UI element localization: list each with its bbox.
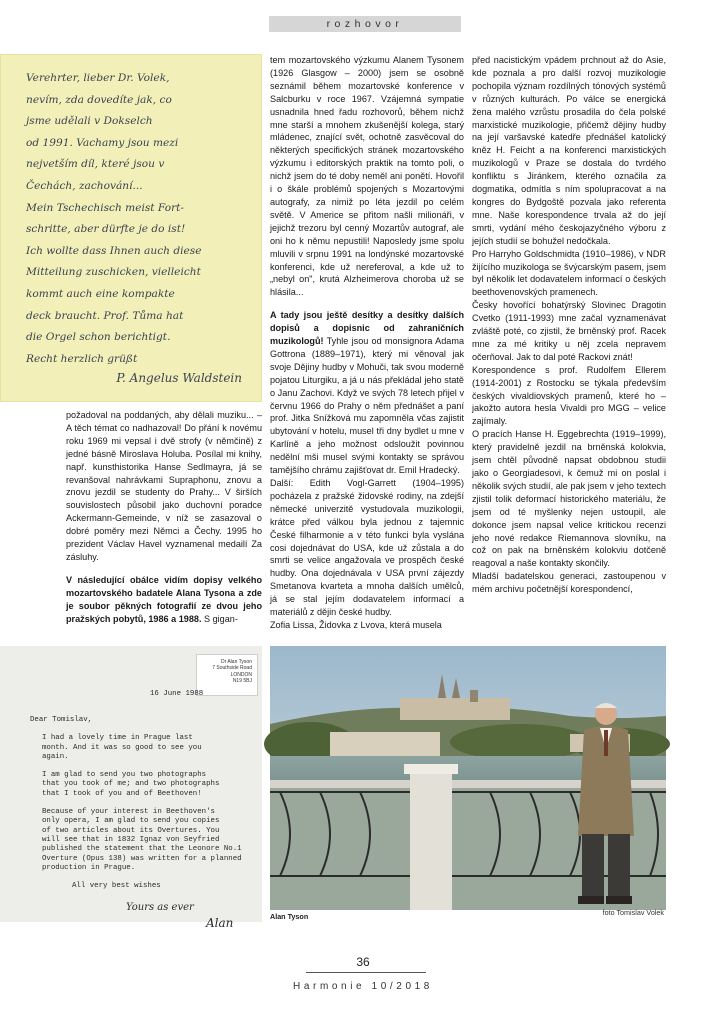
letter-line: nevím, zda dovedíte jak, co xyxy=(26,93,172,106)
letter-line: Mein Tschechisch meist Fort- xyxy=(26,201,184,214)
paragraph-text: Tyhle jsou od monsignora Adama Gottrona (1889–1971), který mi věnoval jak svoje Dějiny hudby v Mohuči, tak svou moderně pojatou Liturgiku, a já u nás překládal jeho statě o Janu Zachovi. Když ve svých 78 letech přijel v červnu 1966 do Prahy o něm přednášet a paní prof. Jitka Snížková mu zapomněla včas zajistit ubytování v hotelu, musel tři dny bydlet u mne v Karlíně a jeho možnost odsloužit povinnou nedělní mši musel svými kontakty se správou tamějšího chrámu zajišťovat dr. Emil Hradecký. xyxy=(270,336,464,476)
address-label xyxy=(196,654,258,696)
letter-line: die Orgel schon berichtigt. xyxy=(26,331,171,344)
letter-line: Mitteilung zuschicken, vielleicht xyxy=(26,266,201,279)
address-line: N19 5BJ xyxy=(232,678,252,685)
photo-alan-tyson-prague xyxy=(270,646,666,910)
letter-line: Čechách, zachování... xyxy=(26,179,143,192)
typed-letter-image xyxy=(0,646,262,930)
bold-question: V následující obálce vidím dopisy velkého mozartovského badatele Alana Tysona a zde je soubor pěkných fotografií ze dvou jeho pražských pobytů, 1986 a 1988. xyxy=(66,574,262,624)
paragraph-text: S gigan- xyxy=(201,613,238,624)
article-column-middle xyxy=(270,54,464,640)
letter-signoff: Yours as ever xyxy=(126,902,194,914)
letter-line: Verehrter, lieber Dr. Volek, xyxy=(26,72,170,84)
handwritten-letter-image xyxy=(0,54,262,402)
address-line: LONDON xyxy=(230,671,252,678)
paragraph: Mladší badatelskou generaci, zastoupenou v mém archivu početnější korespondencí, xyxy=(472,571,666,595)
letter-line: deck braucht. Prof. Tůma hat xyxy=(26,309,184,322)
letter-paragraph: I had a lovely time in Prague last month. And it was so good to see you again. xyxy=(42,734,202,761)
photo-caption: Alan Tyson xyxy=(270,912,309,921)
address-line: Dr Alan Tyson xyxy=(220,659,252,665)
paragraph: tem mozartovského výzkumu Alanem Tysonem (1926 Glasgow – 2000) jsem se osobně seznámil během mozartovské konference v Salcburku v roce 1967. Vzájemná sympatie usnadnila hned řadu rozhovorů, během nichž mne starší a mnohem zkušenější kolega, starý mládenec, znající svět, ochotně zasvěcoval do některých specifických stránek mozartovského výzkumu i editorských praktik na tomto poli, o nichž jsem do té doby neměl ani ponětí. Hovořil i o škále problémů spojených s Mozartovými autografy, za nimiž po léta jezdil po celém světě. V Americe se přitom našli milionáři, v jejichž trezoru byl cenný Mozartův autograf, ale oni ho k němu nepustili! Naposledy jsme spolu mluvili v srpnu 1991 na londýnské mozartovské konferenci, kde už nereferoval, a kde už to „nebyl on", krutá Alzheimerova choroba už se hlásila... xyxy=(270,55,464,298)
trees xyxy=(450,724,590,760)
letter-line: Ich wollte dass Ihnen auch diese xyxy=(26,244,202,257)
tower xyxy=(470,690,478,702)
paragraph: požadoval na poddaných, aby dělali muziku... – A těch témat co nadhazoval! Do přání k novému roku 1969 mi vepsal i dvě strofy (v němčině) z jedné básně Miroslava Holuba. Posílal mi knihy, např. kunsthistorika Hanse Sedlmayra, já se revanšoval nahrávkami Supraphonu, znovu a znovu jezdil se studenty do Prahy... V širších souvislostech působil jako duchovní poradce Ackermann-Gemeinde, v níž se zasazoval o dobré poměry mezi Němci a Čechy. 1995 ho prezident Václav Havel vyznamenal medailí Za zásluhy. xyxy=(66,410,262,562)
article-column-left xyxy=(66,409,262,647)
letter-signature: P. Angelus Waldstein xyxy=(116,371,242,386)
paragraph: O pracích Hanse H. Eggebrechta (1919–1999), který pravidelně jezdil na brněnská kolokvia, jsem chtěl původně napsat obdobnou studii jako o Georgiadesovi, k čemuž mi on poslal i několik svých studií, ale pak jsem v jeho textech zjistil tolik deformací historického materiálu, že jsem od té myšlenky nejen ustoupil, ale dokonce jsem napsal velice kritickou recenzi jeho nové redakce Riemannova slovníku, na což on pak na brněnském kolokviu dotčeně reagoval a naše kontakty skončily. xyxy=(472,429,666,569)
letter-line: schritte, aber dürfte je do ist! xyxy=(26,223,186,236)
letter-line: kommt auch eine kompakte xyxy=(26,287,175,300)
letter-line: Recht herzlich grüßt xyxy=(26,352,138,365)
letter-date: 16 June 1988 xyxy=(150,690,204,698)
paragraph: Česky hovořící bohatýrský Slovinec Dragotin Cvetko (1911-1993) mne začal vyznamenávat zvláště poté, co zjistil, že brněnský prof. Racek mne za mé kritiky u něj zcela nepravem očerňoval. Jak to dal poté Rackovi znát! xyxy=(472,300,666,362)
letter-paragraph: I am glad to send you two photographs that you took of me; and two photographs that I took of you and of Beethoven! xyxy=(42,771,220,798)
photo-credit: foto Tomislav Volek xyxy=(602,908,664,917)
paragraph: před nacistickým vpádem prchnout až do Asie, kde poznala a pro další rozvoj muzikologie pochopila význam rozdílných tónových systémů v různých kulturách. Po válce se energická žena malého vzrůstu prosadila do čela polské marxistické muzikologie, přičemž dějiny hudby na její varšavské katedře přednášel katolický kněz H. Feicht a na konferenci marxistických muzikologů v Praze se dostala do tvrdého konfliktu s Jiránkem, kterého označila za dogmatika, odmítla s ním spolupracovat a na kongres do Bydgoště pozvala jako referenta mne. Naše korespondence trvala až do její smrti, vydání mého českojazyčného výboru z jejích studií se bohužel nedočkala. xyxy=(472,55,666,246)
bold-question: A tady jsou ještě desítky a desítky dalších dopisů a dopisnic od zahraničních muzikologů! xyxy=(270,310,464,347)
letter-line: jsme udělali v Dokselch xyxy=(26,115,153,128)
address-line: 7 Southside Road xyxy=(212,665,252,672)
paragraph: Zofia Lissa, Židovka z Lvova, která musela xyxy=(270,619,442,630)
stone-pillar xyxy=(410,770,452,910)
letter-closing: All very best wishes xyxy=(72,882,161,891)
magazine-footer: Harmonie 10/2018 xyxy=(293,981,433,992)
letter-paragraph: Because of your interest in Beethoven's only opera, I am glad to send you copies of two articles about its Overtures. You will see that in 1832 Ignaz von Seyfried published the statement that the Leonore No.1 Overture (Opus 138) was written for a planned production in Prague. xyxy=(42,808,242,872)
photo-illustration xyxy=(270,646,666,910)
paragraph: Další: Edith Vogl-Garrett (1904–1995) pocházela z pražské židovské rodiny, na zdejší německé univerzitě vystudovala muzikologii, krátce před válkou byla jednou z tajemnic České filharmonie a v této funkci byla vyslána cosi dojednávat do USA, kde už zůstala a do smrti se velice angažovala ve prospěch české hudby. Ona dojednávala v USA první zájezdy Smetanova kvarteta a mnoha dalších umělců, já se stal jejím dodavatelem informací a materiálů z dějin české hudby. xyxy=(270,478,464,618)
letter-greeting: Dear Tomislav, xyxy=(30,716,93,724)
letter-signature: Alan xyxy=(206,915,234,930)
article-column-right xyxy=(472,54,666,640)
riverside-buildings xyxy=(330,732,440,756)
paragraph: Korespondence s prof. Rudolfem Ellerem (1914-2001) z Rostocku se týkala především českých vivaldiovských pramenů, které ho – jakožto autora hesla Vivaldi pro MGG – velice zajímaly. xyxy=(472,364,666,427)
letter-line: od 1991. Vachamy jsou mezi xyxy=(26,136,179,149)
letter-line: nejvetším díl, které jsou v xyxy=(26,158,165,171)
page-number: 36 xyxy=(356,955,370,969)
paragraph xyxy=(270,309,464,477)
footer-divider xyxy=(306,972,426,973)
paragraph: Pro Harryho Goldschmidta (1910–1986), v NDR žijícího muzikologa se švýcarským pasem, jsem byl několik let dodavatelem informací o českých beethovenovských pramenech. xyxy=(472,248,666,298)
pillar-cap xyxy=(404,764,458,774)
paragraph xyxy=(66,574,262,626)
castle-building xyxy=(400,698,510,720)
section-header: rozhovor xyxy=(269,16,461,32)
